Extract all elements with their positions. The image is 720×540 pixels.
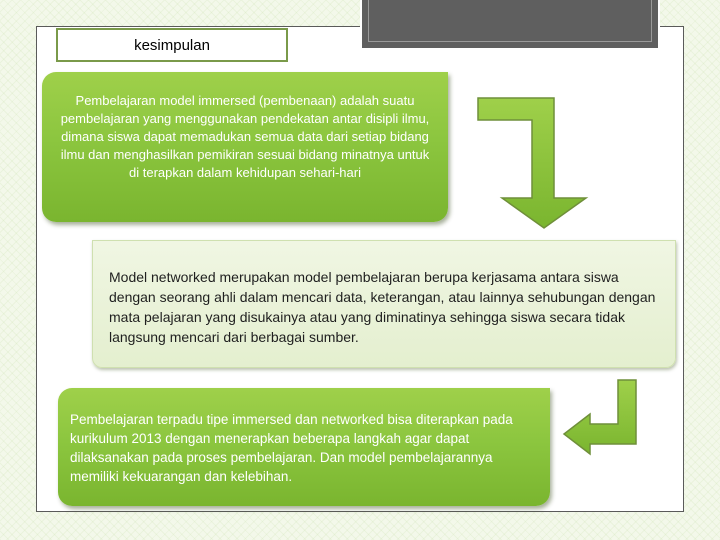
bent-arrow-down-icon bbox=[476, 96, 590, 230]
slide-title-box bbox=[56, 28, 288, 62]
immersed-summary-text: Pembelajaran model immersed (pembenaan) adalah suatu pembelajaran yang menggunakan pendekatan antar disipli ilmu, dimana siswa dapat memadukan semua data dari setiap bidang ilmu dan menghasilkan pemikiran sesuai bidang minatnya untuk di terapkan dalam kehidupan sehari-hari bbox=[60, 93, 430, 180]
bent-arrow-left-icon bbox=[560, 378, 640, 456]
decorative-dark-block-inner bbox=[368, 0, 652, 42]
networked-summary-box bbox=[92, 240, 676, 368]
decorative-dark-block bbox=[360, 0, 660, 50]
networked-summary-text: Model networked merupakan model pembelajaran berupa kerjasama antara siswa dengan seorang ahli dalam mencari data, keterangan, atau lainnya sehubungan dengan mata pelajaran yang disukainya atau yang diminatinya sehingga siswa secara tidak langsung mencari dari berbagai sumber. bbox=[109, 269, 656, 345]
slide-title: kesimpulan bbox=[134, 36, 210, 54]
conclusion-box bbox=[58, 388, 550, 506]
conclusion-text: Pembelajaran terpadu tipe immersed dan networked bisa diterapkan pada kurikulum 2013 dengan menerapkan beberapa langkah agar dapat dilaksanakan pada proses pembelajaran. Dan model pembelajarannya memiliki kekuarangan dan kelebihan. bbox=[70, 412, 513, 484]
immersed-summary-box bbox=[42, 72, 448, 222]
